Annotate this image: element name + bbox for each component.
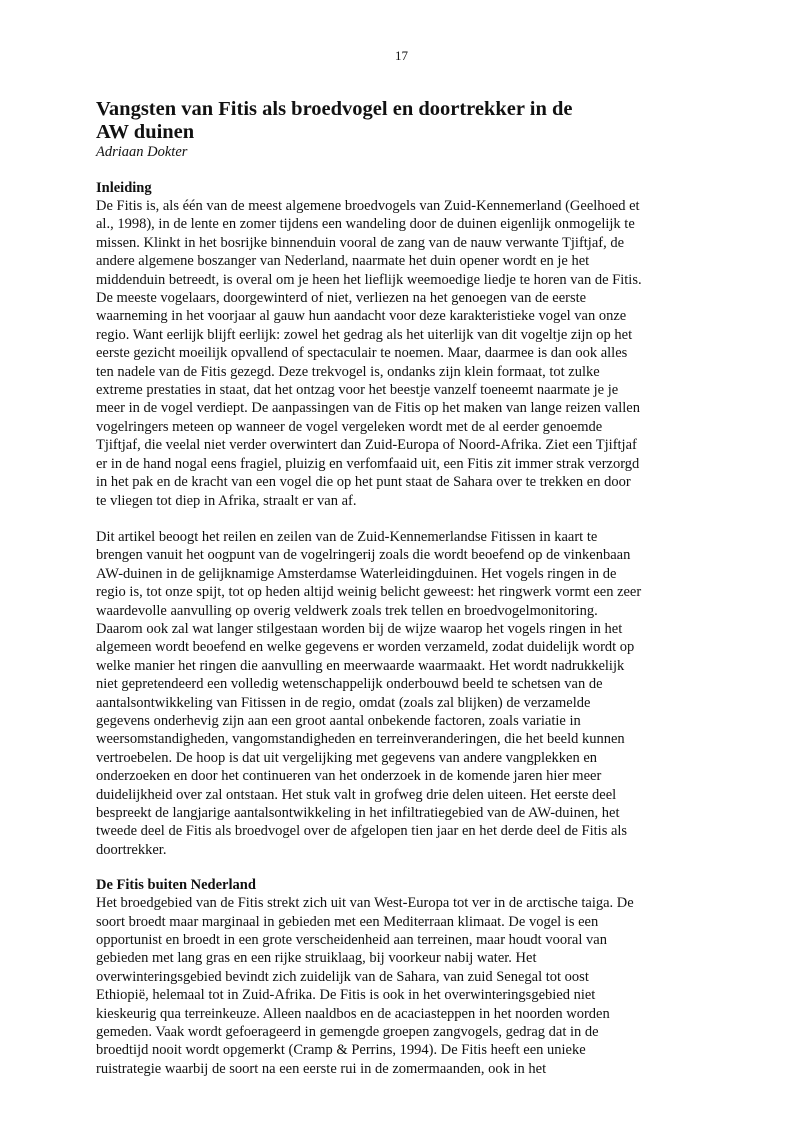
article-title xyxy=(96,98,708,144)
text-line: vertroebelen. De hoop is dat uit vergelijking met gegevens van andere vangplekken en xyxy=(96,749,598,766)
text-line: gegevens onderhevig zijn aan een groot aantal onbekende factoren, zoals variatie in xyxy=(96,712,581,729)
text-line: andere algemene boszanger van Nederland, naarmate het duin opener wordt en je het xyxy=(96,253,590,270)
text-line: duidelijkheid over zal ontstaan. Het stuk valt in grofweg drie delen uiteen. Het eerste deel xyxy=(96,786,617,803)
text-line: algemeen wordt beoefend en welke gegevens er worden verzameld, zodat duidelijk wordt op xyxy=(96,639,635,656)
text-line: Daarom ook zal wat langer stilgestaan worden bij de wijze waarop het vogels ringen in het xyxy=(96,620,623,637)
text-line: De meeste vogelaars, doorgewinterd of niet, verliezen na het genoegen van de eerste xyxy=(96,290,587,307)
text-line: onderzoeken en door het continueren van het onderzoek in de komende jaren hier meer xyxy=(96,768,602,785)
text-line: al., 1998), in de lente en zomer tijdens een wandeling door de duinen eigenlijk onmogelijk te xyxy=(96,216,635,233)
text-line: overwinteringsgebied bevindt zich zuidelijk van de Sahara, van zuid Senegal tot oost xyxy=(96,968,589,985)
text-line: Dit artikel beoogt het reilen en zeilen van de Zuid-Kennemerlandse Fitissen in kaart te xyxy=(96,528,598,545)
text-line: regio. Want eerlijk blijft eerlijk: zowel het gedrag als het uiterlijk van dit vogeltje zijn op het xyxy=(96,326,633,343)
text-line: soort broedt maar marginaal in gebieden met een Mediterraan klimaat. De vogel is een xyxy=(96,913,599,930)
text-line: missen. Klinkt in het bosrijke binnenduin vooral de zang van de nauw verwante Tjiftjaf, de xyxy=(96,234,625,251)
text-line: AW-duinen in de gelijknamige Amsterdamse Waterleidingduinen. Het vogels ringen in de xyxy=(96,565,617,582)
article xyxy=(96,98,708,1078)
text-line: niet gepretendeerd een volledig wetenschappelijk onderbouwd beeld te schetsen van de xyxy=(96,676,603,693)
text-line: meer in de vogel verdiept. De aanpassingen van de Fitis op het maken van lange reizen vallen xyxy=(96,400,640,417)
text-line: Ethiopië, helemaal tot in Zuid-Afrika. De Fitis is ook in het overwinteringsgebied niet xyxy=(96,987,596,1004)
text-line: in het pak en de kracht van een vogel die op het punt staat de Sahara over te trekken en door xyxy=(96,474,631,491)
text-line: doortrekker. xyxy=(96,841,167,858)
text-line: waardevolle aanvulling op overig veldwerk zoals trek tellen en broedvogelmonitoring. xyxy=(96,602,598,619)
title-line: Vangsten van Fitis als broedvogel en doortrekker in de xyxy=(96,98,573,120)
text-line: brengen vanuit het oogpunt van de vogelringerij zoals die wordt beoefend op de vinkenbaan xyxy=(96,547,631,564)
text-line: extreme prestaties in staat, dat het ontzag voor het beestje vanzelf toeneemt naarmate je je xyxy=(96,382,619,399)
section-heading-inleiding: Inleiding xyxy=(96,180,152,196)
text-line: broedtijd nooit wordt opgemerkt (Cramp & Perrins, 1994). De Fitis heeft een unieke xyxy=(96,1042,586,1059)
text-line: tweede deel de Fitis als broedvogel over de afgelopen tien jaar en het derde deel de Fitis als xyxy=(96,823,628,840)
text-line: waarneming in het voorjaar al gauw hun aandacht voor deze karakteristieke vogel van onze xyxy=(96,308,627,325)
text-line: weersomstandigheden, vangomstandigheden en terreinveranderingen, die het beeld kunnen xyxy=(96,731,625,748)
text-line: regio is, tot onze spijt, tot op heden altijd weinig belicht geweest: het ringwerk vormt een zeer xyxy=(96,584,642,601)
article-author: Adriaan Dokter xyxy=(96,144,188,160)
paragraph xyxy=(96,528,708,859)
text-line: gemeden. Vaak wordt gefoerageerd in gemengde groepen zangvogels, gedrag dat in de xyxy=(96,1024,599,1041)
text-line: vogelringers meteen op wanneer de vogel vergeleken wordt met de al eerder genoemde xyxy=(96,418,603,435)
section-heading-fitis-buiten-nederland: De Fitis buiten Nederland xyxy=(96,877,256,894)
paragraph xyxy=(96,197,708,510)
text-line: De Fitis is, als één van de meest algemene broedvogels van Zuid-Kennemerland (Geelhoed et xyxy=(96,198,640,214)
text-line: welke manier het ringen die aanvulling en meerwaarde waarmaakt. Het wordt nadrukkelijk xyxy=(96,657,625,674)
text-line: eerste gezicht moeilijk opvallend of spectaculair te noemen. Maar, daarmee is dan ook alles xyxy=(96,345,628,362)
text-line: aantalsontwikkeling van Fitissen in de regio, omdat (zoals zal blijken) de verzamelde xyxy=(96,694,591,711)
page-number: 17 xyxy=(395,48,408,63)
text-line: Het broedgebied van de Fitis strekt zich uit van West-Europa tot ver in de arctische taiga. De xyxy=(96,895,634,912)
text-line: bespreekt de langjarige aantalsontwikkeling in het infiltratiegebied van de AW-duinen, het xyxy=(96,805,620,821)
text-line: er in de hand nogal eens fragiel, pluizig en verfomfaaid uit, een Fitis zit immer strak verzorgd xyxy=(96,455,640,472)
text-line: Tjiftjaf, die veelal niet verder overwintert dan Zuid-Europa of Noord-Afrika. Ziet een Tjiftjaf xyxy=(96,437,637,454)
text-line: ten nadele van de Fitis gezegd. Deze trekvogel is, ondanks zijn klein formaat, tot zulke xyxy=(96,363,600,380)
text-line: opportunist en broedt in een grote verscheidenheid aan terreinen, maar houdt vooral van xyxy=(96,932,607,949)
text-line: te vliegen tot diep in Afrika, straalt er van af. xyxy=(96,492,357,509)
text-line: middenduin betreedt, is overal om je heen het lieflijk weemoedige liedje te horen van de Fitis. xyxy=(96,271,642,288)
text-line: gebieden met lang gras en een rijke struiklaag, bij voorkeur nabij water. Het xyxy=(96,950,537,967)
text-line: kieskeurig qua terreinkeuze. Alleen naaldbos en de acaciasteppen in het noorden worden xyxy=(96,1005,610,1022)
title-line: AW duinen xyxy=(96,121,195,143)
text-line: ruistrategie waarbij de soort na een eerste rui in de zomermaanden, ook in het xyxy=(96,1060,547,1077)
paragraph xyxy=(96,894,708,1078)
